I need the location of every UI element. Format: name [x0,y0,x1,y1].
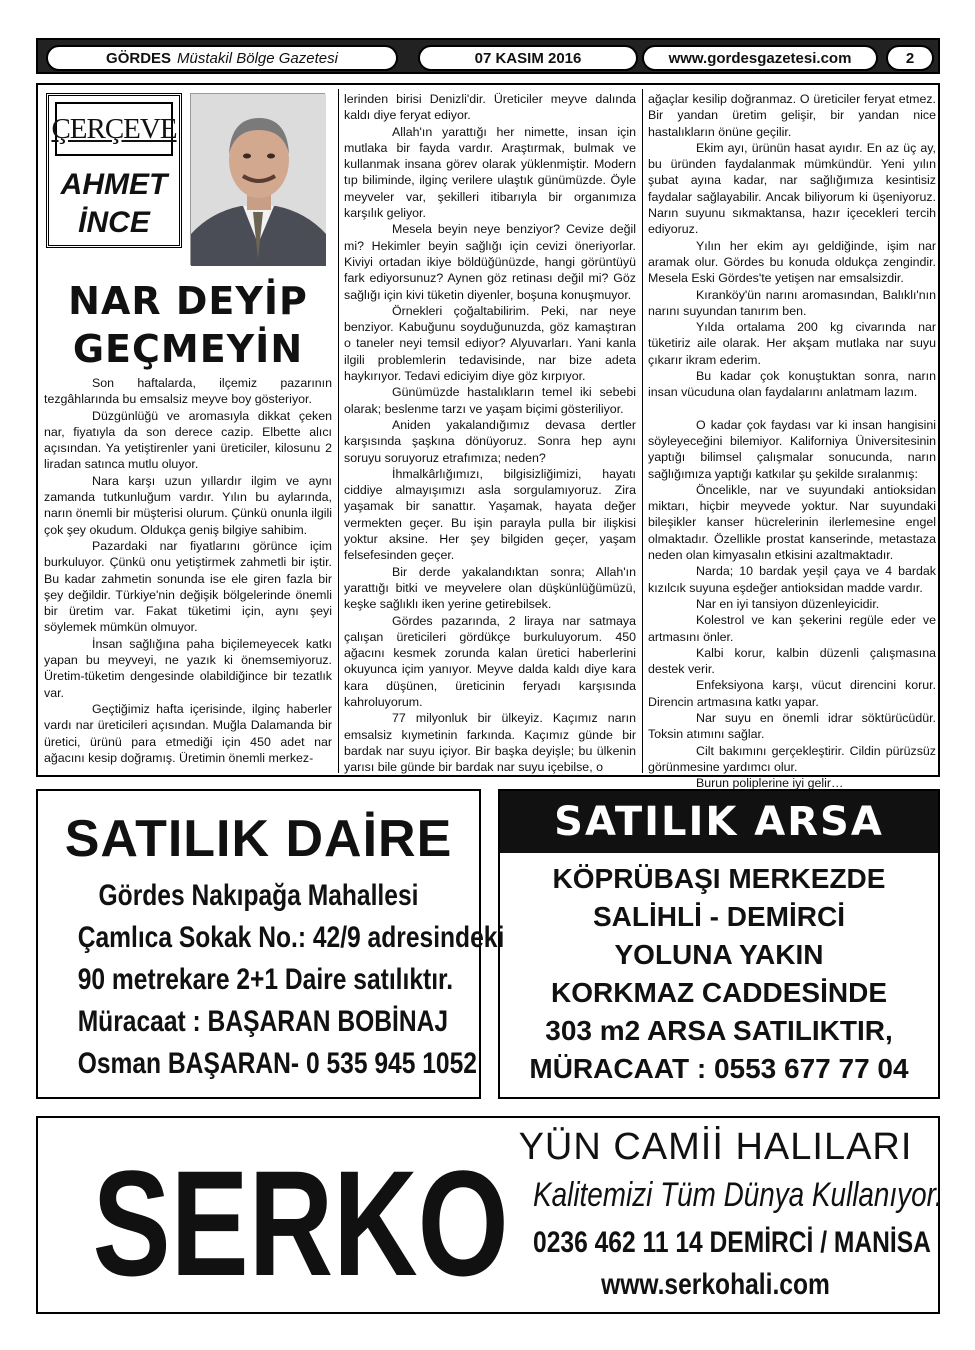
page-number: 2 [886,45,934,71]
author-name [49,166,179,242]
article-paragraph: Mesela beyin neye benziyor? Cevize değil mi? Hekimler beyin sağlığı için cevizi öneriyorlar. Kiviyi ortadan ikiye böldüğünüzde, hangi görüntüyü fark ediyorsunuz? Aynen göz retinası değil mi? Göz sağlığı için kivi tüketin diyenler, boşuna konuşmuyor. [344,222,636,302]
article-paragraph: Kıranköy'ün narını aromasından, Balıklı'nın narını suyundan tanırım ben. [648,287,936,318]
issue-date: 07 KASIM 2016 [418,45,638,71]
article-paragraph: Cilt bakımını gerçekleştirir. Cildin pürüzsüz görünmesine yardımcı olur. [648,743,936,774]
ad-land-line: SALİHLİ - DEMİRCİ [593,901,845,932]
paper-name-rest: Müstakil Bölge Gazetesi [177,49,338,67]
article-paragraph: İnsan sağlığına paha biçilemeyecek katkı yapan bu meyveyi, ne yazık ki önemsemiyoruz. Üretim-tüketim dengesinde olabildiğince bir tezatlık var. [44,636,332,700]
article-paragraph: ağaçlar kesilip doğranmaz. O üreticiler feryat etmez. Bir yandan üretim gelişir, bir yandan nice hastalıkların önüne geçilir. [648,92,936,139]
paper-name-bold: GÖRDES [106,49,172,67]
article-paragraph: Son haftalarda, ilçemiz pazarının tezgâhlarında bu emsalsiz meyve boy gösteriyor. [44,376,332,407]
article-title-line2: GEÇMEYİN [72,327,304,371]
serko-slogan: Kalitemizi Tüm Dünya Kullanıyor. [533,1176,943,1214]
ad-land-line: KORKMAZ CADDESİNDE [551,977,887,1008]
article-paragraph: lerinden birisi Denizli'dir. Üreticiler meyve dalında kaldı diye feryat ediyor. [344,92,636,123]
article-paragraph: Gördes pazarında, 2 liraya nar satmaya çalışan üreticileri gördükçe burkuluyorum. 450 ağacını kesmek zorunda kalan üretici haberlerini okuyunca içim yanıyor. Meyve dalda kaldı diye kara kara düşünen, üreticinin feryadı karşısında kahroluyorum. [344,613,636,709]
author-photo [190,93,325,265]
article-column-3 [648,91,936,791]
article-paragraph: Kalbi korur, kalbin düzenli çalışmasına destek verir. [648,645,936,677]
article-paragraph: İhmalkârlığımızı, bilgisizliğimizi, hayatı ciddiye almayışımızı asla sorgulamıyoruz. Zira yaşamak bir sanattır. Yaşamak, hayata değer vermekten geçer. Bu işin parayla pulla bir ilişkisi yoktur aksine. Her şey bilgiden geçer, yaşam felsefesinden geçer. [344,466,636,563]
ad-serko-carpets [36,1116,943,1314]
ad-land-heading: SATILIK ARSA [500,791,938,853]
article-title-line1: NAR DEYİP [68,279,308,323]
article-paragraph: Örnekleri çoğaltabilirim. Peki, nar neye benziyor. Kabuğunu soyduğunuzda, göz kamaştıran o taneler neyi temsil ediyor? Alyuvarları. Yani kanla ilgili problemlerin tedavisinde, nar bize adeta haykırıyor. Tedavi ediciyim diye göz kırpıyor. [344,303,636,384]
column-divider [338,89,339,773]
article-paragraph: Enfeksiyona karşı, vücut direncini korur. Direncin artmasına katkı yapar. [648,678,936,709]
ad-apartment-for-sale [36,789,505,1099]
ad-apartment-line: Çamlıca Sokak No.: 42/9 adresindeki [77,921,505,954]
serko-heading: YÜN CAMİİ HALILARI [518,1126,913,1168]
article-paragraph: Yılın her ekim ayı geldiğinde, işim nar aramak olur. Gördes bu konuda oldukça zengindir. Mesela Eski Gördes'te yetişen nar emsalsizdir. [648,238,936,286]
serko-phone: 0236 462 11 14 DEMİRCİ / MANİSA [533,1226,931,1259]
column-box [46,93,182,248]
ad-apartment-line: Gördes Nakıpağa Mahallesi [98,879,419,912]
article-paragraph: Geçtiğimiz hafta içerisinde, ilginç haberler vardı nar üreticileri açısından. Muğla Dalamanda bir üretici, ürünü para etmediği için 450 adet nar ağacını kesip doğramış. Üretimin önemli merkez- [44,701,332,765]
author-portrait-image [191,94,326,266]
ad-land-line: KÖPRÜBAŞI MERKEZDE [552,863,886,894]
article-column-2 [344,91,636,775]
column-article [36,83,940,791]
serko-website[interactable]: www.serkohali.com [601,1268,830,1301]
ad-land-contact: MÜRACAAT : 0553 677 77 04 [529,1053,909,1084]
ad-land-line: YOLUNA YAKIN [614,939,824,970]
ad-apartment-line: 90 metrekare 2+1 Daire satılıktır. [77,963,454,996]
page-header [36,38,940,74]
website-link[interactable]: www.gordesgazetesi.com [642,45,878,71]
article-paragraph: Nar en iyi tansiyon düzenleyicidir. [696,596,880,611]
article-paragraph: Narda; 10 bardak yeşil çaya ve 4 bardak kızılcık suyuna eşdeğer antioksidan madde vardır. [648,564,936,595]
column-series-title: ÇERÇEVE [55,102,173,156]
ad-apartment-contact: Osman BAŞARAN- 0 535 945 1052 [77,1047,477,1080]
column-divider [642,89,643,773]
article-paragraph: Günümüzde hastalıkların temel iki sebebi olarak; beslenme tarzı ve yaşam biçimi gösteriliyor. [344,385,636,416]
ad-land-line: 303 m2 ARSA SATILIKTIR, [545,1015,893,1046]
article-paragraph: Bir derde yakalandıktan sonra; Allah'ın yarattığı bitki ve meyvelere olan düşkünlüğümüzü, keşke sağlıklı iken yerine getirebilsek. [344,564,636,612]
article-paragraph: Burun poliplerine iyi gelir… [696,776,844,791]
author-first-name: AHMET [60,168,168,201]
article-paragraph: 77 milyonluk bir ülkeyiz. Kaçımız narın emsalsiz kıymetinin farkında. Kaçımız günde bir bardak nar suyu içiyor. Bir başka deyişle; bu ülkenin yarısı bile günde bir bardak nar suyu içebilse, o [344,711,636,775]
paper-name [46,45,398,71]
article-paragraph: Bu kadar çok konuştuktan sonra, narın insan vücuduna olan faydalarını anlatmam lazım. [648,369,936,400]
article-paragraph: Düzgünlüğü ve aromasıyla dikkat çeken nar, fiyatıyla da son derece cazip. Elbette alıcı açısından. Ya yetiştirenler yani üreticiler, kilosunu 2 liradan satınca mutlu oluyor. [44,408,332,472]
article-paragraph: Ekim ayı, ürünün hasat ayıdır. En az üç ay, bu üründen faydalanmak mümkündür. Yeni yılın şubat ayına kadar, nar sağlığımıza kesintisiz faydalar sağlayabilir. Ancak biliyorum ki üşeniyoruz. Narın suyunu sıkmaktansa, hazır içecekleri tercih ediyoruz. [648,140,936,237]
ad-apartment-line: Müracaat : BAŞARAN BOBİNAJ [77,1005,449,1038]
article-paragraph: Öncelikle, nar ve suyundaki antioksidan miktarı, hiçbir meyvede yoktur. Nar suyundaki bileşikler kanser hücrelerinin ilerlemesine engel olmaktadır. Özellikle prostat kanserinde, metastaza neden olan kimyasalın etkisini azaltmaktadır. [648,482,936,563]
article-column-1 [44,375,332,775]
article-paragraph: Nar suyu en önemli idrar söktürücüdür. Toksin atımını sağlar. [648,710,936,742]
article-paragraph: Nara karşı uzun yıllardır ilgim ve aynı zamanda tutkunluğum vardır. Yılın bu aylarında, narın önemli bir müşterisi olurum. Çünkü onunla ilgili çok şey okudum. Oldukça geniş bilgiye sahibim. [44,473,332,537]
serko-brand-logo: SERKO [92,1139,509,1307]
article-paragraph: Aniden yakalandığımız devasa dertler karşısında şaşkına dönüyoruz. Sonra hep aynı soruyu soruyoruz etrafımıza; neden? [344,417,636,465]
article-paragraph: Pazardaki nar fiyatlarını görünce içim burkuluyor. Çünkü onu yetiştirmek zahmetli bir iştir. Bu kadar zahmetin sonunda ise ele giren fazla bir şey değildir. Türkiye'nin değişik bölgelerinde önemli bir üretim var. Fakat tüketimi için, aynı şeyi söylemek mümkün olmuyor. [44,538,332,635]
author-last-name: İNCE [78,206,150,239]
article-paragraph: O kadar çok faydası var ki insan hangisini söyleyeceğini bilemiyor. Kaliforniya Üniversitesinin yaptığı bilimsel çalışmalar sonucunda, narın sağlığımıza yaptığı katkılar şu şekilde sıralanmış: [648,417,936,481]
ad-apartment-heading: SATILIK DAİRE [64,810,453,868]
article-paragraph: Kolestrol ve kan şekerini regüle eder ve artmasını önler. [648,613,936,644]
article-paragraph: Allah'ın yarattığı her nimette, insan için mutlaka bir fayda vardır. Araştırmak, bulmak ve kullanmak insana görev olarak yüklenmiştir. Modern tıp biliminde, ilginç verilere ulaştık günümüzde. Öyle meyveler var, şekilleri itibarıyla bir organımıza karşılık geliyor. [344,124,636,221]
article-title [44,277,332,373]
ad-land-for-sale [498,789,940,1099]
article-paragraph: Yılda ortalama 200 kg civarında nar tüketiriz aile olarak. Her akşam mutlaka nar suyu çıkarır ikram ederim. [648,320,936,367]
